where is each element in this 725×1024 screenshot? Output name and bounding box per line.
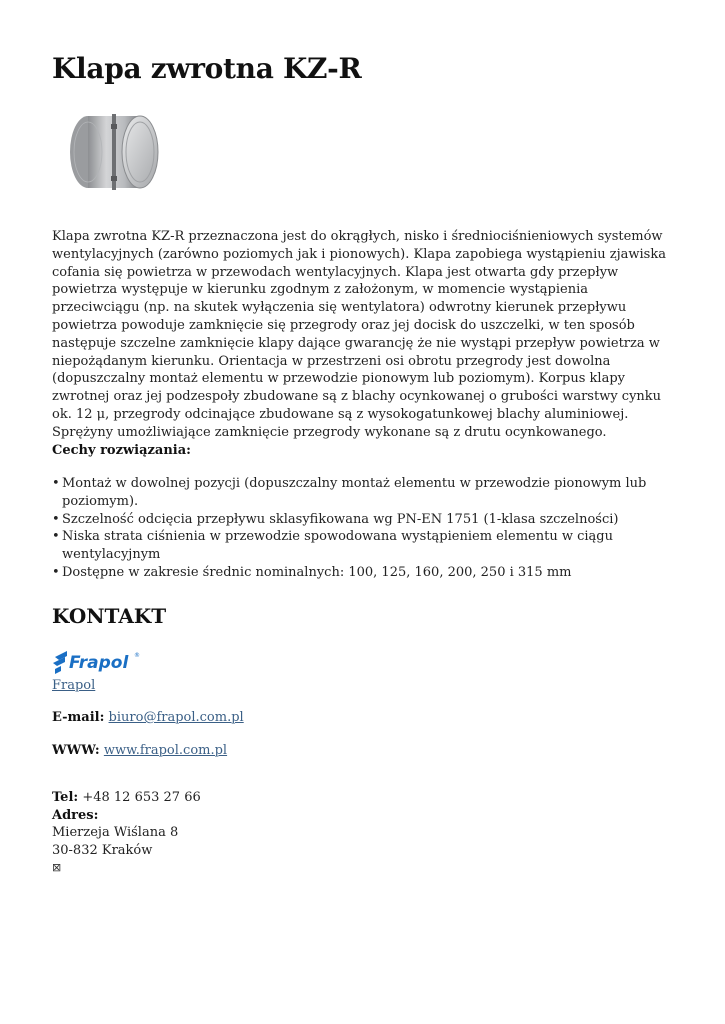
www-link[interactable]: www.frapol.com.pl — [103, 743, 228, 758]
www-label: WWW: — [52, 743, 100, 758]
logo-registered-mark: ® — [134, 652, 140, 659]
product-image — [64, 108, 164, 200]
phone-label: Tel: — [52, 790, 79, 805]
address-label: Adres: — [52, 807, 99, 823]
email-label: E-mail: — [52, 710, 105, 725]
address-line1: Mierzeja Wiślana 8 — [52, 825, 179, 841]
map-icon[interactable]: ⊠ — [52, 861, 62, 875]
address-line2: 30-832 Kraków — [52, 842, 153, 858]
page-title: Klapa zwrotna KZ-R — [52, 52, 362, 85]
contact-details — [52, 789, 201, 877]
list-item: • Szczelność odcięcia przepływu sklasyfikowana wg PN-EN 1751 (1-klasa szczelności) — [52, 511, 677, 529]
product-description: Klapa zwrotna KZ-R przeznaczona jest do okrągłych, nisko i średniociśnieniowych systemów wentylacyjnych (zarówno poziomych jak i pionowych). Klapa zapobiega wystąpieniu zjawiska cofania się powietrza w przewodach wentylacyjnych. Klapa jest otwarta gdy przepływ powietrza występuje w kierunku zgodnym z założonym, w momencie wystąpienia przeciwciągu (np. na skutek wyłączenia się wentylatora) odwrotny kierunek przepływu powietrza powoduje zamknięcie się przegrody oraz jej docisk do uszczelki, w ten sposób następuje szczelne zamknięcie klapy dające gwarancję że nie wystąpi przepływ powietrza w niepożądanym kierunku. Orientacja w przestrzeni osi obrotu przegrody jest dowolna (dopuszczalny montaż elementu w przewodzie pionowym lub poziomym). Korpus klapy zwrotnej oraz jej podzespoły zbudowane są z blachy ocynkowanej o grubości warstwy cynku ok. 12 μ, przegrody odcinające zbudowane są z wysokogatunkowej blachy aluminiowej. Sprężyny umożliwiające zamknięcie przegrody wykonane są z drutu ocynkowanego. — [52, 229, 666, 440]
features-list — [52, 475, 677, 582]
list-item: • Niska strata ciśnienia w przewodzie spowodowana wystąpieniem elementu w ciągu wentylacyjnym — [52, 528, 677, 564]
phone-value: +48 12 653 27 66 — [82, 790, 201, 805]
email-link[interactable]: biuro@frapol.com.pl — [108, 710, 244, 725]
contact-heading: KONTAKT — [52, 604, 167, 628]
features-heading: Cechy rozwiązania: — [52, 443, 191, 458]
phone-row — [52, 789, 201, 807]
company-link[interactable]: Frapol — [52, 678, 96, 693]
www-row — [52, 742, 227, 759]
logo-text: Frapol — [69, 653, 129, 673]
email-row — [52, 709, 244, 726]
list-item: • Montaż w dowolnej pozycji (dopuszczalny montaż elementu w przewodzie pionowym lub poziomym). — [52, 475, 677, 511]
list-item: • Dostępne w zakresie średnic nominalnych: 100, 125, 160, 200, 250 i 315 mm — [52, 564, 677, 582]
frapol-logo — [52, 647, 144, 675]
